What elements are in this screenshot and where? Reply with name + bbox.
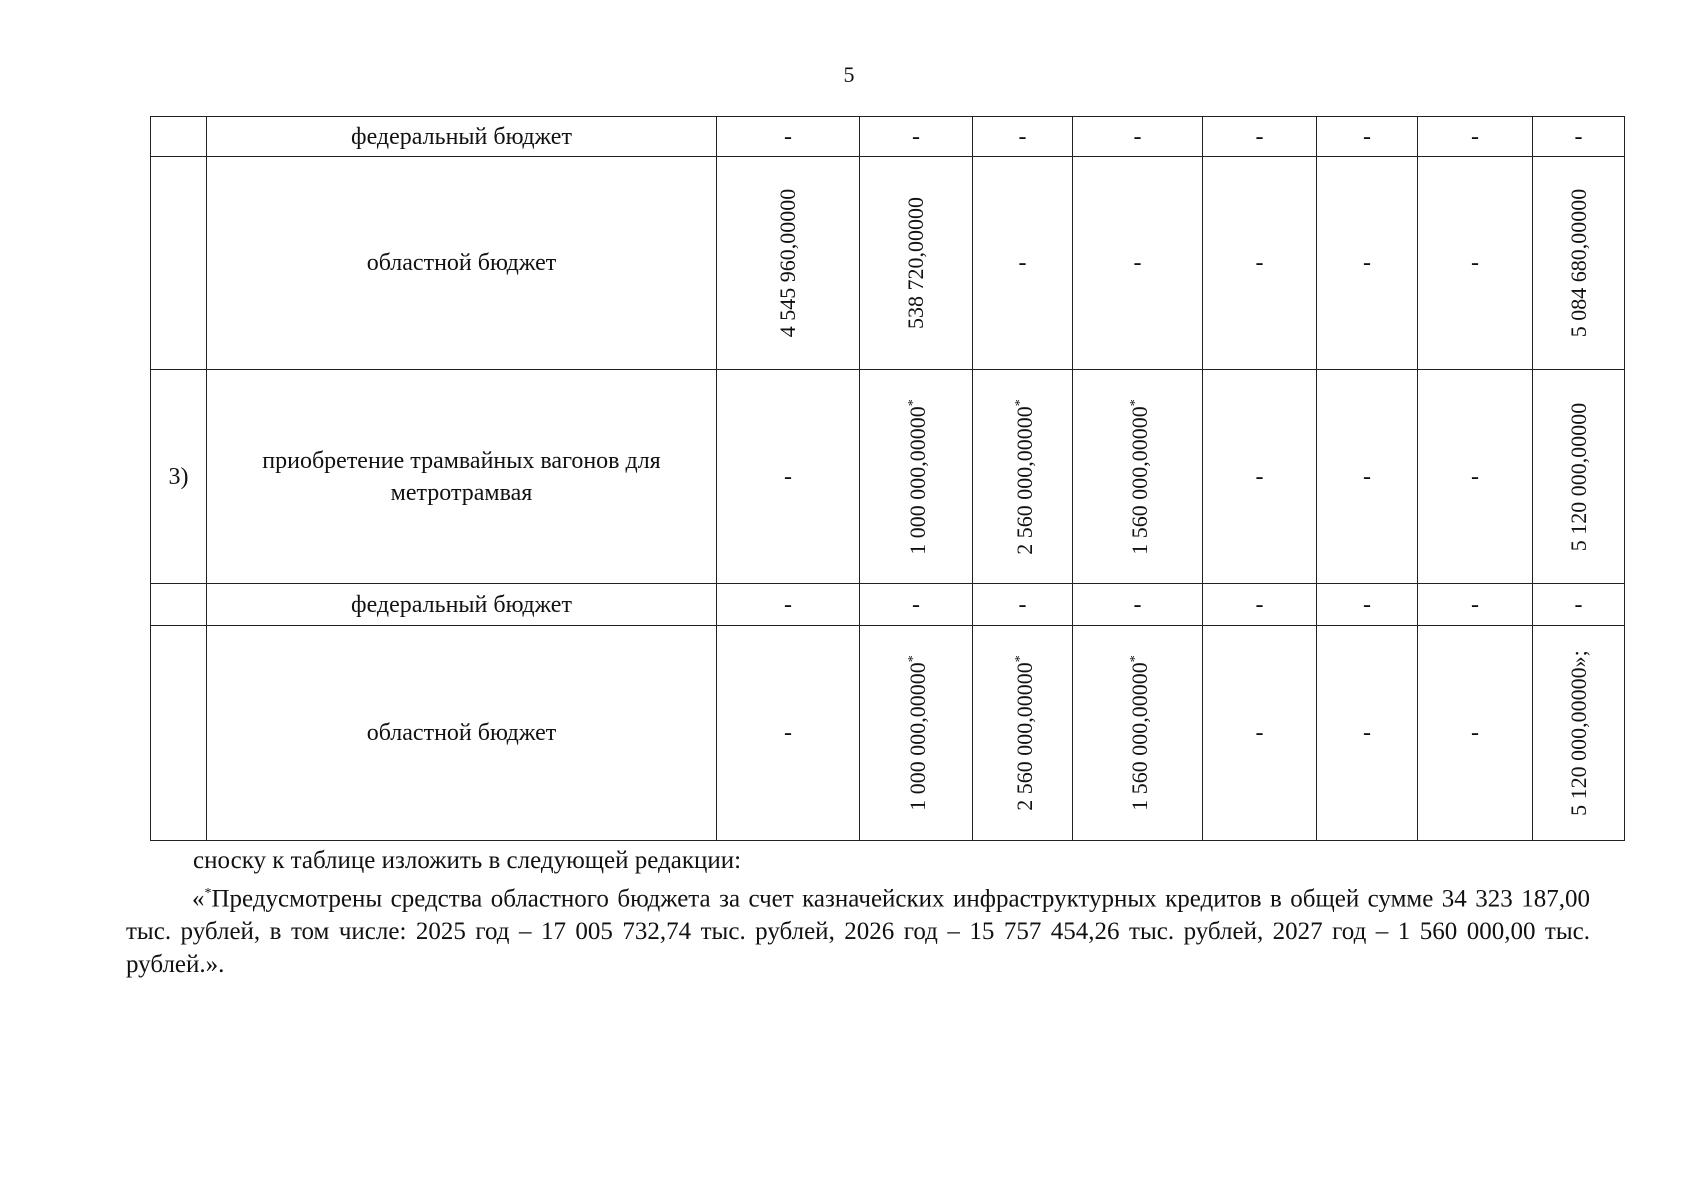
value-cell: [860, 157, 973, 370]
table-row: [151, 117, 1625, 157]
footnote-mark: *: [905, 398, 921, 406]
value-cell: -: [1317, 584, 1418, 626]
value-cell: -: [973, 584, 1073, 626]
value-cell: -: [1073, 157, 1203, 370]
row-number: [151, 584, 207, 626]
value-cell: -: [1203, 370, 1317, 584]
value-cell: [973, 626, 1073, 841]
footnote-text: [126, 877, 1590, 981]
value-cell: -: [1317, 370, 1418, 584]
value-cell: -: [1418, 157, 1533, 370]
value-cell: -: [1418, 370, 1533, 584]
value-cell: -: [1533, 584, 1625, 626]
value-cell: -: [1203, 584, 1317, 626]
value-cell: -: [717, 626, 860, 841]
value-cell: -: [1317, 157, 1418, 370]
value-cell: -: [1073, 584, 1203, 626]
row-label: федеральный бюджет: [207, 117, 717, 157]
value-cell: [860, 626, 973, 841]
table-row: [151, 370, 1625, 584]
value-cell: -: [860, 584, 973, 626]
cell-value: 1 000 000,00000*: [905, 655, 931, 811]
value-cell: [1073, 626, 1203, 841]
budget-table: [150, 116, 1625, 841]
value-cell: -: [1203, 626, 1317, 841]
cell-value: 2 560 000,00000*: [1011, 655, 1037, 811]
value-cell: [1073, 370, 1203, 584]
row-label: областной бюджет: [207, 626, 717, 841]
table-row: [151, 626, 1625, 841]
cell-value: 1 000 000,00000*: [905, 398, 931, 555]
row-number: 3): [151, 370, 207, 584]
value-cell: [717, 157, 860, 370]
value-cell: -: [717, 117, 860, 157]
footnote-intro: сноску к таблице изложить в следующей редакции:: [193, 847, 742, 874]
value-cell: -: [1418, 626, 1533, 841]
value-cell: -: [717, 370, 860, 584]
row-number: [151, 117, 207, 157]
value-cell: -: [1203, 157, 1317, 370]
cell-value: 2 560 000,00000*: [1011, 398, 1037, 555]
value-cell: [973, 370, 1073, 584]
cell-value: 5 120 000,00000: [1565, 402, 1591, 551]
value-cell: [1533, 370, 1625, 584]
row-label: федеральный бюджет: [207, 584, 717, 626]
value-cell: -: [1203, 117, 1317, 157]
page-number: 5: [843, 62, 855, 87]
cell-value: 5 084 680,00000: [1565, 188, 1591, 338]
value-cell: -: [717, 584, 860, 626]
footnote-star: *: [204, 886, 212, 901]
cell-value: 5 120 000,00000»;: [1565, 650, 1591, 816]
value-cell: -: [973, 157, 1073, 370]
row-label: областной бюджет: [207, 157, 717, 370]
cell-value: 1 560 000,00000*: [1126, 398, 1152, 555]
value-cell: -: [1317, 626, 1418, 841]
footnote-mark: *: [1012, 398, 1028, 406]
footnote-body: Предусмотрены средства областного бюджета за счет казначейских инфраструктурных кредитов в общей сумме 34 323 187,00 тыс. рублей, в том числе: 2025 год – 17 005 732,74 тыс. рублей, 2026 год – 15 757 454,26 тыс. рублей, 2027 год – 1 560 000,00 тыс. рублей.».: [126, 885, 1590, 979]
footnote-mark: *: [1012, 655, 1028, 663]
row-number: [151, 626, 207, 841]
value-cell: [860, 370, 973, 584]
cell-value: 4 545 960,00000: [775, 188, 800, 338]
value-cell: -: [1317, 117, 1418, 157]
value-cell: -: [860, 117, 973, 157]
cell-value: 1 560 000,00000*: [1126, 655, 1152, 811]
cell-value: 538 720,00000: [903, 197, 928, 329]
table-row: [151, 157, 1625, 370]
value-cell: -: [1533, 117, 1625, 157]
value-cell: [1533, 626, 1625, 841]
row-label: приобретение трамвайных вагонов для метротрамвая: [207, 370, 717, 584]
footnote-mark: *: [1127, 655, 1143, 663]
table-row: [151, 584, 1625, 626]
value-cell: -: [973, 117, 1073, 157]
value-cell: [1533, 157, 1625, 370]
value-cell: -: [1073, 117, 1203, 157]
open-quote: «: [192, 885, 205, 913]
footnote-mark: *: [905, 655, 921, 663]
value-cell: -: [1418, 117, 1533, 157]
value-cell: -: [1418, 584, 1533, 626]
row-number: [151, 157, 207, 370]
footnote-mark: *: [1127, 398, 1143, 406]
